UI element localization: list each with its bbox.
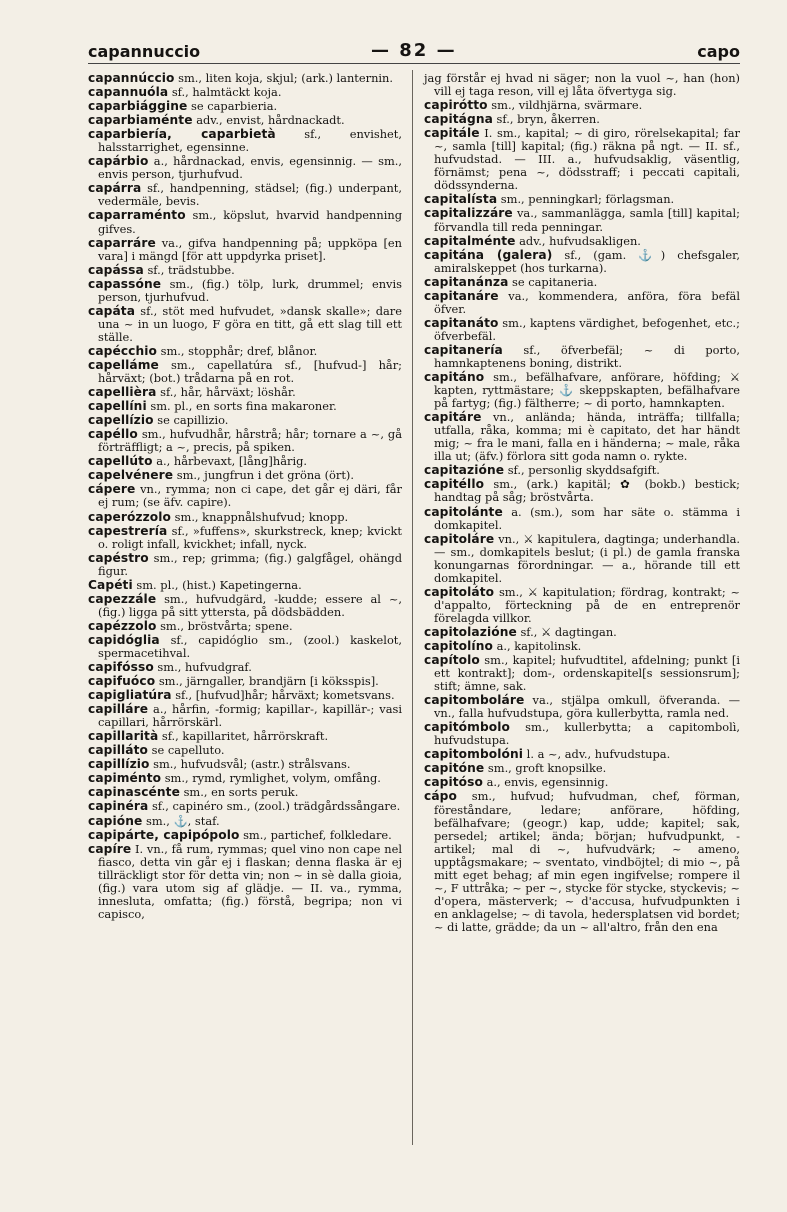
entry-headword: capitanánza	[424, 274, 509, 289]
dictionary-entry	[88, 155, 402, 181]
entry-headword: capitolánte	[424, 504, 503, 519]
entry-definition: se capillizio.	[153, 413, 229, 428]
dictionary-entry	[88, 100, 402, 113]
dictionary-entry	[424, 207, 740, 233]
entry-definition: sm., rep; grimma; (fig.) galgfågel, ohängd figur.	[98, 550, 402, 578]
entry-headword: capellíni	[88, 399, 147, 414]
entry-definition: sf., capinéro sm., (zool.) trädgårdssångare.	[148, 799, 401, 814]
entry-definition: sm., järngaller, brandjärn [i köksspis].	[155, 674, 379, 689]
dictionary-entry	[424, 721, 740, 747]
entry-definition: a. (sm.), som har säte o. stämma i domkapitel.	[434, 504, 740, 532]
entry-definition: a., hårdnackad, envis, egensinnig. — sm., envis person, tjurhufvud.	[98, 154, 402, 182]
entry-definition: sm., hufvudhår, hårstrå; hår; tornare a ~, gå förträffligt; a ~, precis, på spiken.	[98, 427, 402, 455]
entry-headword: Capéti	[88, 577, 133, 592]
dictionary-entry	[88, 689, 402, 702]
entry-headword: capitazióne	[424, 463, 505, 478]
dictionary-entry	[424, 640, 740, 653]
dictionary-entry	[424, 193, 740, 206]
entry-headword: cápo	[424, 789, 457, 804]
entry-headword: cápere	[88, 482, 136, 497]
dictionary-entry	[424, 72, 740, 98]
dictionary-entry	[424, 478, 740, 504]
entry-definition: sm., (fig.) tölp, lurk, drummel; envis person, tjurhufvud.	[98, 276, 402, 304]
entry-headword: capipárte, capipópolo	[88, 827, 240, 842]
entry-definition: se capitaneria.	[508, 274, 598, 289]
entry-definition: sf., personlig skyddsafgift.	[504, 463, 660, 478]
entry-definition: sf., kapillaritet, hårrörskraft.	[158, 729, 329, 744]
dictionary-entry	[88, 772, 402, 785]
entry-definition: se capelluto.	[148, 743, 225, 758]
entry-definition: jag förstår ej hvad ni säger; non la vuol ~, han (hon) vill ej taga reson, vill ej låta öfvertyga sig.	[424, 71, 740, 99]
entry-definition: a., hårbevaxt, [lång]hårig.	[152, 454, 308, 469]
entry-definition: sf., (gam. ⚓) chefsgaler, amiralskeppet (hos turkarna).	[434, 247, 740, 275]
entry-headword: capitágna	[424, 112, 493, 127]
dictionary-entry	[424, 762, 740, 775]
entry-definition: sf., capidóglio sm., (zool.) kaskelot, spermacetihval.	[98, 632, 402, 660]
entry-definition: sm., groft knopsilke.	[484, 761, 607, 776]
entry-headword: capifósso	[88, 660, 154, 675]
dictionary-entry	[88, 359, 402, 385]
entry-definition: sm., hufvud; hufvudman, chef, förman, föreståndare, ledare; anförare, höfding, befälhafvare; (geogr.) kap, udde; kapitel; sak, persedel; artikel; ända; början; hufvudpunkt, -artikel; mal di ~, hufvudvärk; ~ ameno, upptågsmakare; ~ sventato, vindböjtel; di mio ~, på mitt eget behag; af min egen ingifvelse; rompere il ~, F uttråka; ~ per ~, stycke för stycke, styckevis; ~ d'opera, mästerverk; ~ d'accusa, hufvudpunkten i en anklagelse; ~ di tavola, hedersplatsen vid bordet; ~ di latte, grädde; da un ~ all'altro, från den ena	[434, 789, 740, 934]
entry-definition: sm., (ark.) kapitäl; ✿ (bokb.) bestick; handtag på såg; bröstvårta.	[434, 477, 740, 505]
entry-definition: vn., anlända; hända, inträffa; tillfalla; utfalla, råka, komma; mi è capitato, det har händt mig; ~ fra le mani, falla en i händerna; ~ male, råka illa ut; (äfv.) förlora sitt goda namn o. rykte.	[434, 410, 740, 464]
entry-headword: capíre	[88, 841, 132, 856]
entry-definition: I. vn., få rum, rymmas; quel vino non cape nel fiasco, detta vin går ej i flaskan; denna flaska är ej tillräckligt stor för detta vin; non ~ in sè dalla gioia, (fig.) vara utom sig af glädje. — II. va., rymma, innesluta, omfatta; (fig.) förstå, begripa; non vi capisco,	[98, 841, 402, 921]
dictionary-entry	[88, 634, 402, 660]
dictionary-entry	[424, 371, 740, 410]
dictionary-entry	[88, 829, 402, 842]
entry-headword: capidóglia	[88, 632, 160, 647]
entry-definition: sm., köpslut, hvarvid handpenning gifves.	[98, 208, 402, 236]
entry-headword: capitomboláre	[424, 693, 525, 708]
entry-definition: va., gifva handpenning på; uppköpa [en vara] i mängd [för att uppdyrka priset].	[98, 235, 402, 263]
entry-headword: capigliatúra	[88, 688, 172, 703]
entry-headword: caparraménto	[88, 208, 186, 223]
entry-headword: capilláre	[88, 702, 149, 717]
entry-definition: sm., jungfrun i det gröna (ört).	[173, 468, 354, 483]
entry-headword: capillarità	[88, 729, 159, 744]
entry-definition: sm., partichef, folkledare.	[239, 827, 392, 842]
entry-definition: sm., penningkarl; förlagsman.	[497, 192, 675, 207]
entry-headword: caperózzolo	[88, 509, 172, 524]
entry-headword: capéllo	[88, 427, 138, 442]
dictionary-entry	[424, 506, 740, 532]
dictionary-entry	[88, 264, 402, 277]
dictionary-entry	[424, 235, 740, 248]
entry-headword: capellièra	[88, 385, 157, 400]
dictionary-entry	[88, 744, 402, 757]
entry-headword: capilláto	[88, 743, 149, 758]
entry-headword: capitalísta	[424, 192, 498, 207]
entry-headword: capéstro	[88, 550, 149, 565]
dictionary-entry	[424, 654, 740, 693]
dictionary-entry	[88, 345, 402, 358]
dictionary-entry	[424, 290, 740, 316]
entry-headword: capitanáto	[424, 315, 499, 330]
dictionary-entry	[424, 533, 740, 585]
dictionary-entry	[424, 411, 740, 463]
entry-definition: sm., rymd, rymlighet, volym, omfång.	[161, 771, 381, 786]
entry-headword: capécchio	[88, 343, 158, 358]
dictionary-entry	[424, 586, 740, 625]
entry-definition: sm., befälhafvare, anförare, höfding; ⚔ kapten, ryttmästare; ⚓ skeppskapten, befälhafvare på fartyg; (fig.) fältherre; ~ di porto, hamnkapten.	[434, 370, 740, 411]
entry-definition: sf., bryn, åkerren.	[492, 112, 600, 127]
entry-definition: va., kommendera, anföra, föra befäl öfver.	[434, 288, 740, 316]
dictionary-entry	[88, 469, 402, 482]
entry-headword: capióne	[88, 813, 143, 828]
dictionary-entry	[88, 843, 402, 921]
entry-headword: capitanería	[424, 342, 503, 357]
entry-headword: capézzolo	[88, 618, 157, 633]
dictionary-entry	[424, 99, 740, 112]
entry-definition: sf., stöt med hufvudet, »dansk skalle»; dare una ~ in un luogo, F göra en titt, gå ett slag till ett ställe.	[98, 303, 402, 344]
dictionary-entry	[424, 344, 740, 370]
entry-headword: capellúto	[88, 454, 153, 469]
entry-headword: capelláme	[88, 357, 159, 372]
entry-headword: capitána (galera)	[424, 247, 553, 262]
entry-headword: capelvénere	[88, 468, 174, 483]
entry-headword: capifuóco	[88, 674, 156, 689]
dictionary-entry	[424, 127, 740, 192]
dictionary-entry	[424, 276, 740, 289]
dictionary-entry	[88, 386, 402, 399]
dictionary-entry	[88, 661, 402, 674]
entry-definition: sm., capellatúra sf., [hufvud-] hår; hårväxt; (bot.) trådarna på en rot.	[98, 357, 402, 386]
entry-headword: capitéllo	[424, 477, 485, 492]
entry-definition: sm., hufvudgraf.	[153, 660, 252, 675]
entry-headword: capitalménte	[424, 233, 516, 248]
entry-definition: I. sm., kapital; ~ di giro, rörelsekapital; far ~, samla [till] kapital; (fig.) räkna på ngt. — II. sf., hufvudstad. — III. a., hufvudsaklig, väsentlig, förnämst; pena ~, dödsstraff; i peccati capitali, dödssynderna.	[434, 126, 740, 193]
entry-headword: capirótto	[424, 98, 488, 113]
header-right-word: capo	[697, 42, 740, 61]
entry-headword: capitómbolo	[424, 720, 510, 735]
dictionary-entry	[88, 483, 402, 509]
entry-definition: sf., »fuffens», skurkstreck, knep; kvickt o. roligt infall, kvickhet; infall, nyck.	[98, 523, 402, 551]
dictionary-entry	[88, 703, 402, 729]
entry-headword: capitóso	[424, 775, 483, 790]
dictionary-entry	[424, 249, 740, 275]
dictionary-entry	[88, 305, 402, 344]
entry-headword: capitombolóni	[424, 747, 524, 762]
entry-definition: sm., hufvudsvål; (astr.) strålsvans.	[149, 757, 351, 772]
entry-headword: caparbiería, caparbietà	[88, 127, 276, 142]
entry-definition: sf., envishet, halsstarrighet, egensinne.	[98, 127, 402, 155]
dictionary-entry	[424, 113, 740, 126]
dictionary-entry	[424, 626, 740, 639]
dictionary-entry	[88, 428, 402, 454]
entry-headword: capiménto	[88, 771, 162, 786]
entry-definition: sm., ⚓, staf.	[142, 813, 220, 828]
entry-definition: sm., ⚔ kapitulation; fördrag, kontrakt; ~ d'appalto, förteckning på de en entreprenör förelagda villkor.	[434, 584, 740, 625]
entry-definition: a., hårfin, -formig; kapillar-, kapillär-; vasi capillari, hårrörskärl.	[98, 702, 402, 730]
entry-definition: sm., knappnålshufvud; knopp.	[171, 509, 349, 524]
entry-definition: sm., vildhjärna, svärmare.	[487, 98, 643, 113]
entry-definition: a., kapitolinsk.	[492, 638, 582, 653]
entry-definition: sm., kullerbytta; a capitombolì, hufvudstupa.	[434, 720, 740, 748]
entry-headword: capillízio	[88, 757, 150, 772]
entry-definition: adv., hufvudsakligen.	[515, 233, 641, 248]
entry-headword: capítolo	[424, 653, 480, 668]
dictionary-entry	[88, 525, 402, 551]
dictionary-entry	[88, 114, 402, 127]
dictionary-entry	[88, 579, 402, 592]
entry-definition: vn., ⚔ kapitulera, dagtinga; underhandla. — sm., domkapitels beslut; (i pl.) de gamla franska konungarnas förordningar. — a., hörande till ett domkapitel.	[434, 531, 740, 585]
column-divider	[412, 70, 413, 1145]
dictionary-entry	[88, 552, 402, 578]
entry-definition: adv., envist, hårdnackadt.	[192, 113, 345, 128]
entry-headword: capezzále	[88, 591, 157, 606]
entry-definition: vn., rymma; non ci cape, det går ej däri, får ej rum; (se äfv. capire).	[98, 482, 402, 510]
entry-headword: capitáno	[424, 370, 485, 385]
dictionary-entry	[88, 182, 402, 208]
entry-definition: se caparbieria.	[187, 99, 278, 114]
entry-definition: sm., liten koja, skjul; (ark.) lanternin.	[174, 71, 394, 85]
entry-definition: sm., en sorts peruk.	[179, 785, 299, 800]
entry-headword: capitóne	[424, 761, 485, 776]
entry-definition: l. a ~, adv., hufvudstupa.	[523, 747, 671, 762]
dictionary-entry	[424, 748, 740, 761]
header-left-word: capannuccio	[88, 42, 201, 61]
entry-definition: sf., handpenning, städsel; (fig.) underpant, vedermäle, bevis.	[98, 181, 402, 209]
dictionary-entry	[88, 128, 402, 154]
entry-headword: capestrería	[88, 523, 168, 538]
entry-headword: capárra	[88, 181, 142, 196]
entry-definition: sf., halmtäckt koja.	[168, 85, 282, 100]
dictionary-entry	[424, 464, 740, 477]
entry-definition: sm., stopphår; dref, blånor.	[157, 343, 318, 358]
entry-headword: capinéra	[88, 799, 149, 814]
dictionary-entry	[88, 675, 402, 688]
entry-headword: caparbiaménte	[88, 113, 193, 128]
entry-definition: sf., hår, hårväxt; löshår.	[156, 385, 296, 400]
entry-definition: a., envis, egensinnig.	[482, 775, 609, 790]
dictionary-entry	[88, 86, 402, 99]
entry-definition: sm. pl., en sorts fina makaroner.	[146, 399, 337, 414]
entry-definition: sm. pl., (hist.) Kapetingerna.	[132, 577, 302, 592]
dictionary-entry	[88, 278, 402, 304]
dictionary-entry	[88, 815, 402, 828]
dictionary-entry	[88, 511, 402, 524]
entry-definition: va., sammanlägga, samla [till] kapital; förvandla till reda penningar.	[434, 206, 740, 234]
entry-definition: sm., hufvudgärd, -kudde; essere al ~, (fig.) ligga på sitt yttersta, på dödsbädden.	[98, 591, 402, 619]
entry-definition: sf., [hufvud]hår; hårväxt; kometsvans.	[171, 688, 395, 703]
dictionary-entry	[88, 455, 402, 468]
entry-headword: caparbiággine	[88, 99, 188, 114]
dictionary-entry	[88, 72, 402, 85]
page-number: — 82 —	[371, 40, 457, 61]
dictionary-entry	[88, 237, 402, 263]
dictionary-entry	[424, 317, 740, 343]
entry-headword: capássa	[88, 262, 144, 277]
entry-definition: sm., bröstvårta; spene.	[156, 618, 293, 633]
entry-headword: capitoláre	[424, 531, 495, 546]
dictionary-entry	[424, 776, 740, 789]
dictionary-entry	[88, 800, 402, 813]
entry-headword: capellízio	[88, 413, 154, 428]
dictionary-entry	[88, 400, 402, 413]
dictionary-entry	[88, 209, 402, 235]
entry-definition: sf., ⚔ dagtingan.	[516, 624, 617, 639]
dictionary-entry	[424, 790, 740, 934]
entry-headword: capannuóla	[88, 85, 169, 100]
entry-headword: capinascénte	[88, 785, 180, 800]
dictionary-entry	[88, 414, 402, 427]
entry-headword: capitáre	[424, 410, 482, 425]
dictionary-entry	[424, 694, 740, 720]
entry-headword: capitoláto	[424, 584, 495, 599]
entry-headword: capitolazióne	[424, 624, 517, 639]
entry-headword: capassóne	[88, 276, 162, 291]
entry-headword: capitolíno	[424, 638, 493, 653]
header-rule	[88, 63, 740, 64]
dictionary-entry	[88, 620, 402, 633]
dictionary-entry	[88, 758, 402, 771]
entry-definition: sm., kaptens värdighet, befogenhet, etc.; öfverbefäl.	[434, 315, 740, 343]
entry-headword: capitále	[424, 126, 480, 141]
right-column	[424, 72, 740, 935]
entry-headword: caparráre	[88, 235, 156, 250]
entry-headword: capárbio	[88, 154, 149, 169]
left-column	[88, 72, 402, 922]
entry-definition: sm., kapitel; hufvudtitel, afdelning; punkt [i ett kontrakt]; dom-, ordenskapitel[s sessionsrum]; stift; ämne, sak.	[434, 653, 740, 694]
entry-headword: capitalizzáre	[424, 206, 513, 221]
dictionary-entry	[88, 786, 402, 799]
entry-definition: sf., trädstubbe.	[143, 262, 235, 277]
dictionary-entry	[88, 730, 402, 743]
entry-definition: va., stjälpa omkull, öfveranda. — vn., falla hufvudstupa, göra kullerbytta, ramla ned.	[434, 693, 740, 721]
entry-headword: capáta	[88, 303, 136, 318]
entry-headword: capannúccio	[88, 71, 175, 85]
entry-definition: sf., öfverbefäl; ~ di porto, hamnkaptenens boning, distrikt.	[434, 342, 740, 370]
entry-headword: capitanáre	[424, 288, 499, 303]
dictionary-entry	[88, 593, 402, 619]
